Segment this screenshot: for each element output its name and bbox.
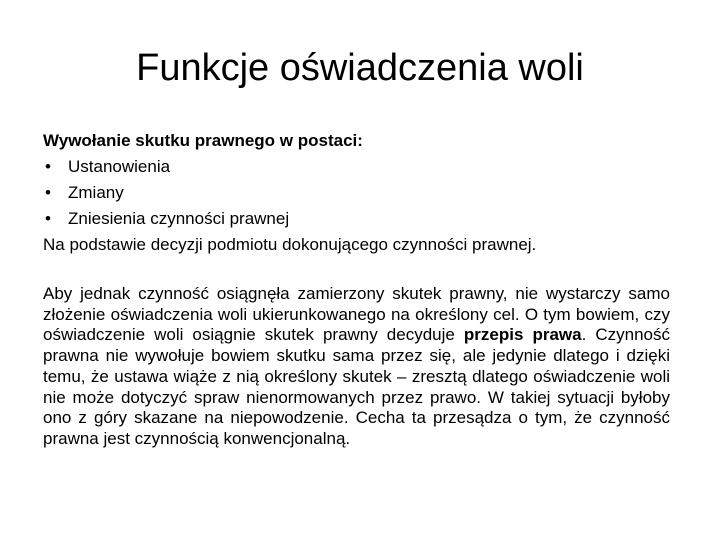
section-heading: Wywołanie skutku prawnego w postaci: — [43, 131, 363, 150]
paragraph-bold-term: przepis prawa — [463, 325, 582, 345]
bullet-text: Zmiany — [68, 183, 124, 202]
bullet-icon: • — [45, 209, 51, 228]
bullet-list — [43, 154, 683, 232]
paragraph-text-start: Aby jednak czynność osiągnęła zamierzony skutek prawny, nie wystarczy samo złożenie oświadczenia woli ukierunkowanego na określony cel. O tym bowiem, czy oświadczenie woli osiągnie skutek prawny decyduje — [43, 284, 670, 345]
bullet-icon: • — [45, 157, 51, 176]
list-item — [43, 206, 683, 232]
paragraph-text-end: . Czynność prawna nie wywołuje bowiem skutku sama przez się, ale jedynie dlatego i dzięki temu, że ustawa wiąże z nią określony skutek – zresztą dlatego oświadczenie woli nie może dotyczyć spraw nienormowanych przez prawo. W takiej sytuacji byłoby ono z góry skazane na niepowodzenie. Cecha ta przesądza o tym, że czynność prawna jest czynnością konwencjonalną. — [43, 325, 671, 448]
bullet-text: Zniesienia czynności prawnej — [68, 209, 290, 228]
functions-section — [43, 128, 683, 258]
slide-title: Funkcje oświadczenia woli — [136, 47, 584, 89]
explanation-paragraph — [43, 284, 670, 450]
list-item — [43, 154, 683, 180]
list-item — [43, 180, 683, 206]
basis-line: Na podstawie decyzji podmiotu dokonującego czynności prawnej. — [43, 235, 537, 254]
bullet-icon: • — [45, 183, 51, 202]
bullet-text: Ustanowienia — [68, 157, 171, 176]
